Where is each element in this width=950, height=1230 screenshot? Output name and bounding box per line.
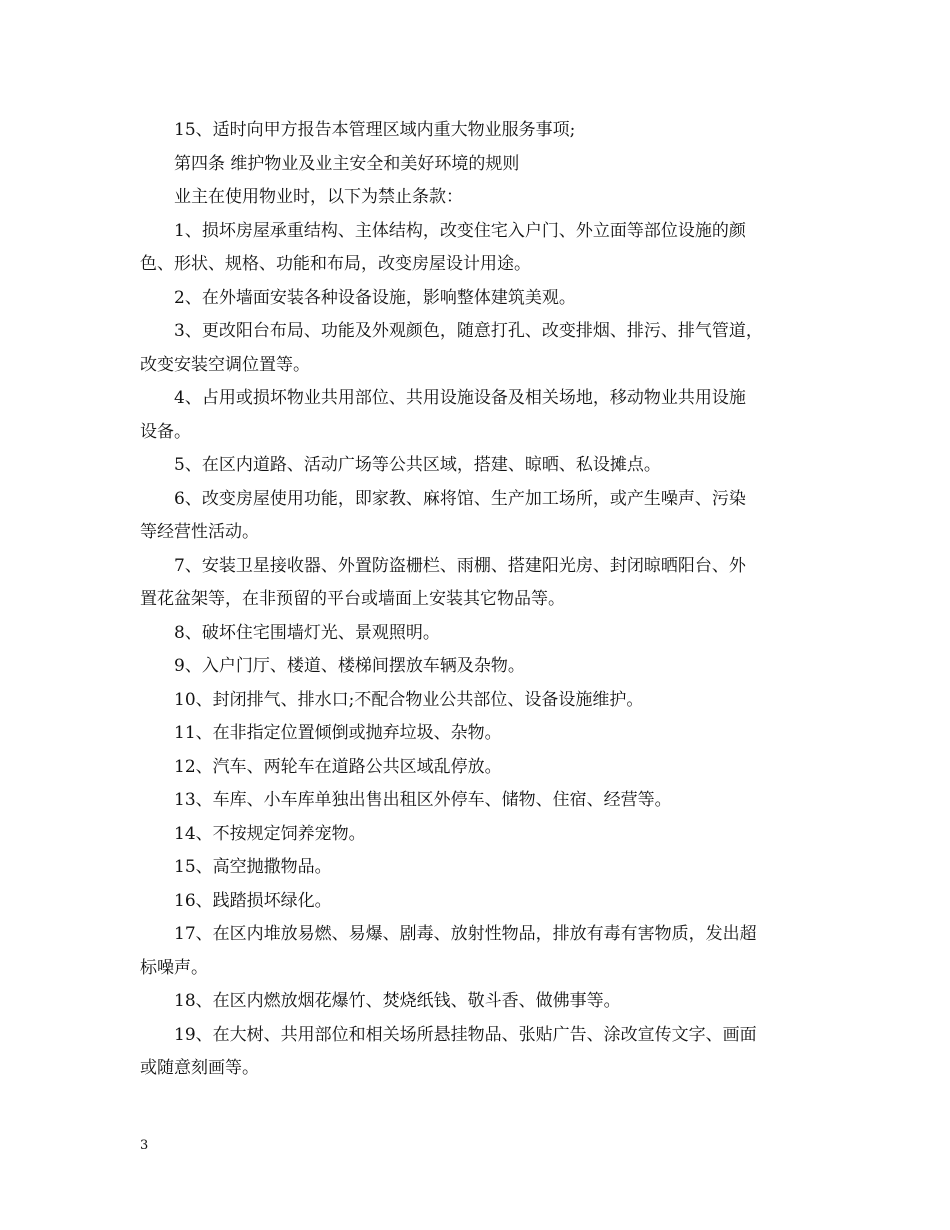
text-line: 17、在区内堆放易燃、易爆、剧毒、放射性物品，排放有毒有害物质，发出超 <box>174 924 757 944</box>
text-line: 6、改变房屋使用功能，即家教、麻将馆、生产加工场所，或产生噪声、污染 <box>174 488 746 509</box>
text-line: 或随意刻画等。 <box>140 1058 259 1078</box>
paragraph <box>140 1019 828 1086</box>
text-line: 16、践踏损坏绿化。 <box>174 890 332 911</box>
paragraph <box>140 483 828 550</box>
paragraph <box>140 851 828 885</box>
text-line: 7、安装卫星接收器、外置防盗栅栏、雨棚、搭建阳光房、封闭晾晒阳台、外 <box>174 555 746 576</box>
paragraph <box>140 617 828 651</box>
paragraph <box>140 181 828 215</box>
text-line: 1、损坏房屋承重结构、主体结构，改变住宅入户门、外立面等部位设施的颜 <box>174 220 746 241</box>
paragraph <box>140 315 828 382</box>
paragraph <box>140 215 828 282</box>
text-line: 改变安装空调位置等。 <box>140 354 310 375</box>
text-line: 色、形状、规格、功能和布局，改变房屋设计用途。 <box>140 254 531 274</box>
text-line: 置花盆架等，在非预留的平台或墙面上安装其它物品等。 <box>140 589 565 609</box>
text-line: 9、入户门厅、楼道、楼梯间摆放车辆及杂物。 <box>174 656 525 676</box>
text-line: 标噪声。 <box>140 957 208 978</box>
text-line: 第四条 维护物业及业主安全和美好环境的规则 <box>174 153 520 174</box>
paragraph <box>140 650 828 684</box>
paragraph <box>140 751 828 785</box>
text-line: 11、在非指定位置倾倒或抛弃垃圾、杂物。 <box>174 723 502 743</box>
text-line: 设备。 <box>140 421 191 442</box>
text-line: 等经营性活动。 <box>140 522 259 542</box>
paragraph <box>140 818 828 852</box>
text-line: 15、高空抛撒物品。 <box>174 857 332 877</box>
paragraph <box>140 985 828 1019</box>
paragraph <box>140 918 828 985</box>
text-line: 4、占用或损坏物业共用部位、共用设施设备及相关场地，移动物业共用设施 <box>174 388 746 408</box>
page-number: 3 <box>140 1138 149 1153</box>
paragraph <box>140 282 828 316</box>
document-body <box>140 114 828 1086</box>
paragraph <box>140 449 828 483</box>
text-line: 14、不按规定饲养宠物。 <box>174 823 366 844</box>
paragraph <box>140 550 828 617</box>
text-line: 2、在外墙面安装各种设备设施，影响整体建筑美观。 <box>174 287 576 308</box>
text-line: 12、汽车、两轮车在道路公共区域乱停放。 <box>174 756 502 777</box>
text-line: 3、更改阳台布局、功能及外观颜色，随意打孔、改变排烟、排污、排气管道， <box>174 321 763 341</box>
text-line: 18、在区内燃放烟花爆竹、焚烧纸钱、敬斗香、做佛事等。 <box>174 991 621 1011</box>
paragraph <box>140 684 828 718</box>
text-line: 5、在区内道路、活动广场等公共区域，搭建、晾晒、私设摊点。 <box>174 455 661 475</box>
paragraph <box>140 784 828 818</box>
text-line: 业主在使用物业时，以下为禁止条款： <box>174 187 463 207</box>
paragraph <box>140 148 828 182</box>
paragraph <box>140 885 828 919</box>
text-line: 8、破坏住宅围墙灯光、景观照明。 <box>174 622 440 643</box>
text-line: 15、适时向甲方报告本管理区域内重大物业服务事项; <box>174 120 576 140</box>
text-line: 19、在大树、共用部位和相关场所悬挂物品、张贴广告、涂改宣传文字、画面 <box>174 1024 757 1045</box>
paragraph <box>140 717 828 751</box>
paragraph <box>140 114 828 148</box>
text-line: 10、封闭排气、排水口;不配合物业公共部位、设备设施维护。 <box>174 689 644 710</box>
text-line: 13、车库、小车库单独出售出租区外停车、储物、住宿、经营等。 <box>174 790 672 810</box>
paragraph <box>140 382 828 449</box>
